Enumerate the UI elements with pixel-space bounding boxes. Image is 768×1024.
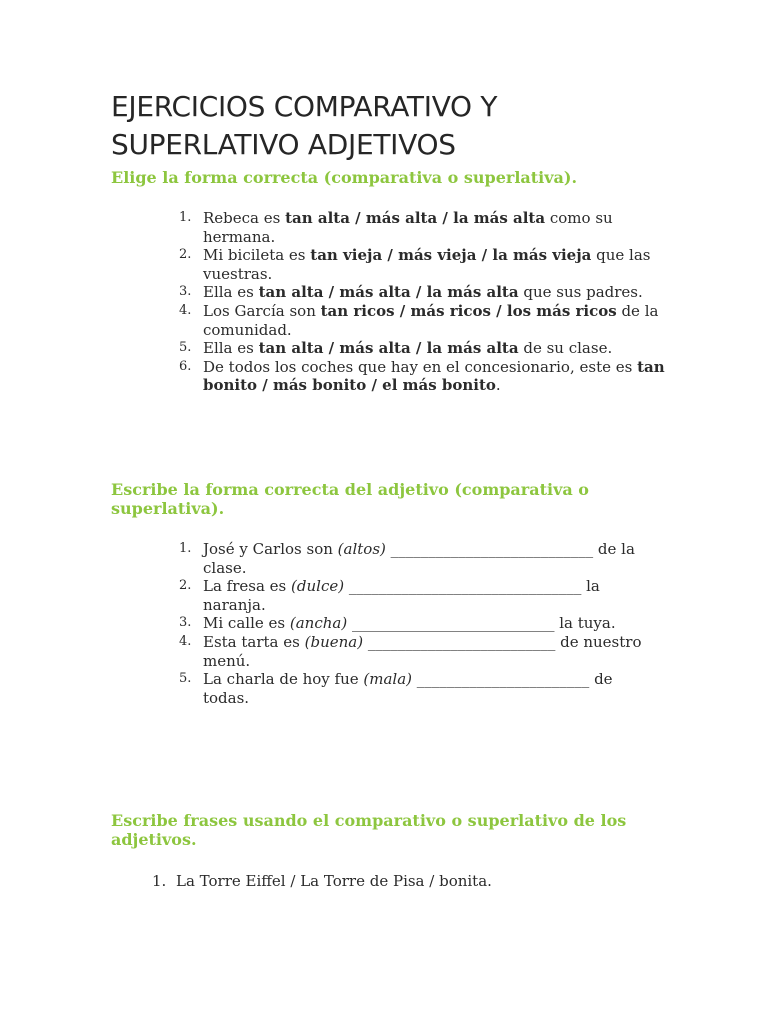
list-item: 4. Los García son tan ricos / más ricos / los más ricos de la comunidad. xyxy=(179,301,659,339)
item-number: 5. xyxy=(179,340,192,356)
item-number: 2. xyxy=(179,247,192,263)
options: tan bonito / más bonito / el más bonito xyxy=(203,357,665,395)
list-item: 1. Rebeca es tan alta / más alta / la más alta como su hermana. xyxy=(179,209,613,246)
section1-heading: Elige la forma correcta (comparativa o superlativa). xyxy=(111,168,578,187)
item-number: 1. xyxy=(179,541,192,556)
item-number: 1. xyxy=(152,872,167,890)
list-item: 3. Ella es tan alta / más alta / la más alta que sus padres. xyxy=(179,283,643,302)
adjective: (altos) xyxy=(337,540,386,558)
section1-list xyxy=(179,209,673,395)
item-number: 1. xyxy=(179,210,192,225)
adjective: (dulce) xyxy=(291,577,345,596)
item-number: 4. xyxy=(179,302,192,318)
list-item: 2. Mi bicileta es tan vieja / más vieja / la más vieja que las vuestras. xyxy=(179,246,651,283)
section3-list xyxy=(152,872,636,891)
item-number: 3. xyxy=(179,284,192,300)
list-item: 5. Ella es tan alta / más alta / la más alta de su clase. xyxy=(179,339,613,358)
item-number: 3. xyxy=(179,615,192,631)
item-number: 4. xyxy=(179,633,192,649)
options: tan alta / más alta / la más alta xyxy=(258,283,519,302)
list-item: 2. La fresa es (dulce) _______________________________ la naranja. xyxy=(179,577,600,614)
list-item: 3. Mi calle es (ancha) ___________________________ la tuya. xyxy=(179,614,616,633)
list-item: 4. Esta tarta es (buena) _________________________ de nuestro menú. xyxy=(179,632,642,670)
list-item: 6. De todos los coches que hay en el concesionario, este es tan bonito / más bonito / el más bonito. xyxy=(179,357,665,395)
list-item: 1. José y Carlos son (altos) ___________________________ de la clase. xyxy=(179,540,635,577)
options: tan alta / más alta / la más alta xyxy=(285,209,546,227)
options: tan ricos / más ricos / los más ricos xyxy=(320,301,617,320)
list-item: 5. La charla de hoy fue (mala) _______________________ de todas. xyxy=(179,670,613,707)
section3-heading: Escribe frases usando el comparativo o superlativo de los adjetivos. xyxy=(111,811,627,849)
item-number: 5. xyxy=(179,671,192,687)
adjective: (mala) xyxy=(363,670,413,689)
page-title: EJERCICIOS COMPARATIVO Y SUPERLATIVO ADJETIVOS xyxy=(111,90,498,161)
adjective: (buena) xyxy=(304,632,364,651)
section2-list xyxy=(179,540,663,707)
item-number: 2. xyxy=(179,578,192,594)
options: tan vieja / más vieja / la más vieja xyxy=(310,246,592,265)
list-item: 1. La Torre Eiffel / La Torre de Pisa / bonita. xyxy=(152,872,492,890)
item-number: 6. xyxy=(179,358,192,374)
section2-heading: Escribe la forma correcta del adjetivo (comparativa o superlativa). xyxy=(111,480,589,518)
options: tan alta / más alta / la más alta xyxy=(258,339,519,358)
adjective: (ancha) xyxy=(289,614,348,633)
